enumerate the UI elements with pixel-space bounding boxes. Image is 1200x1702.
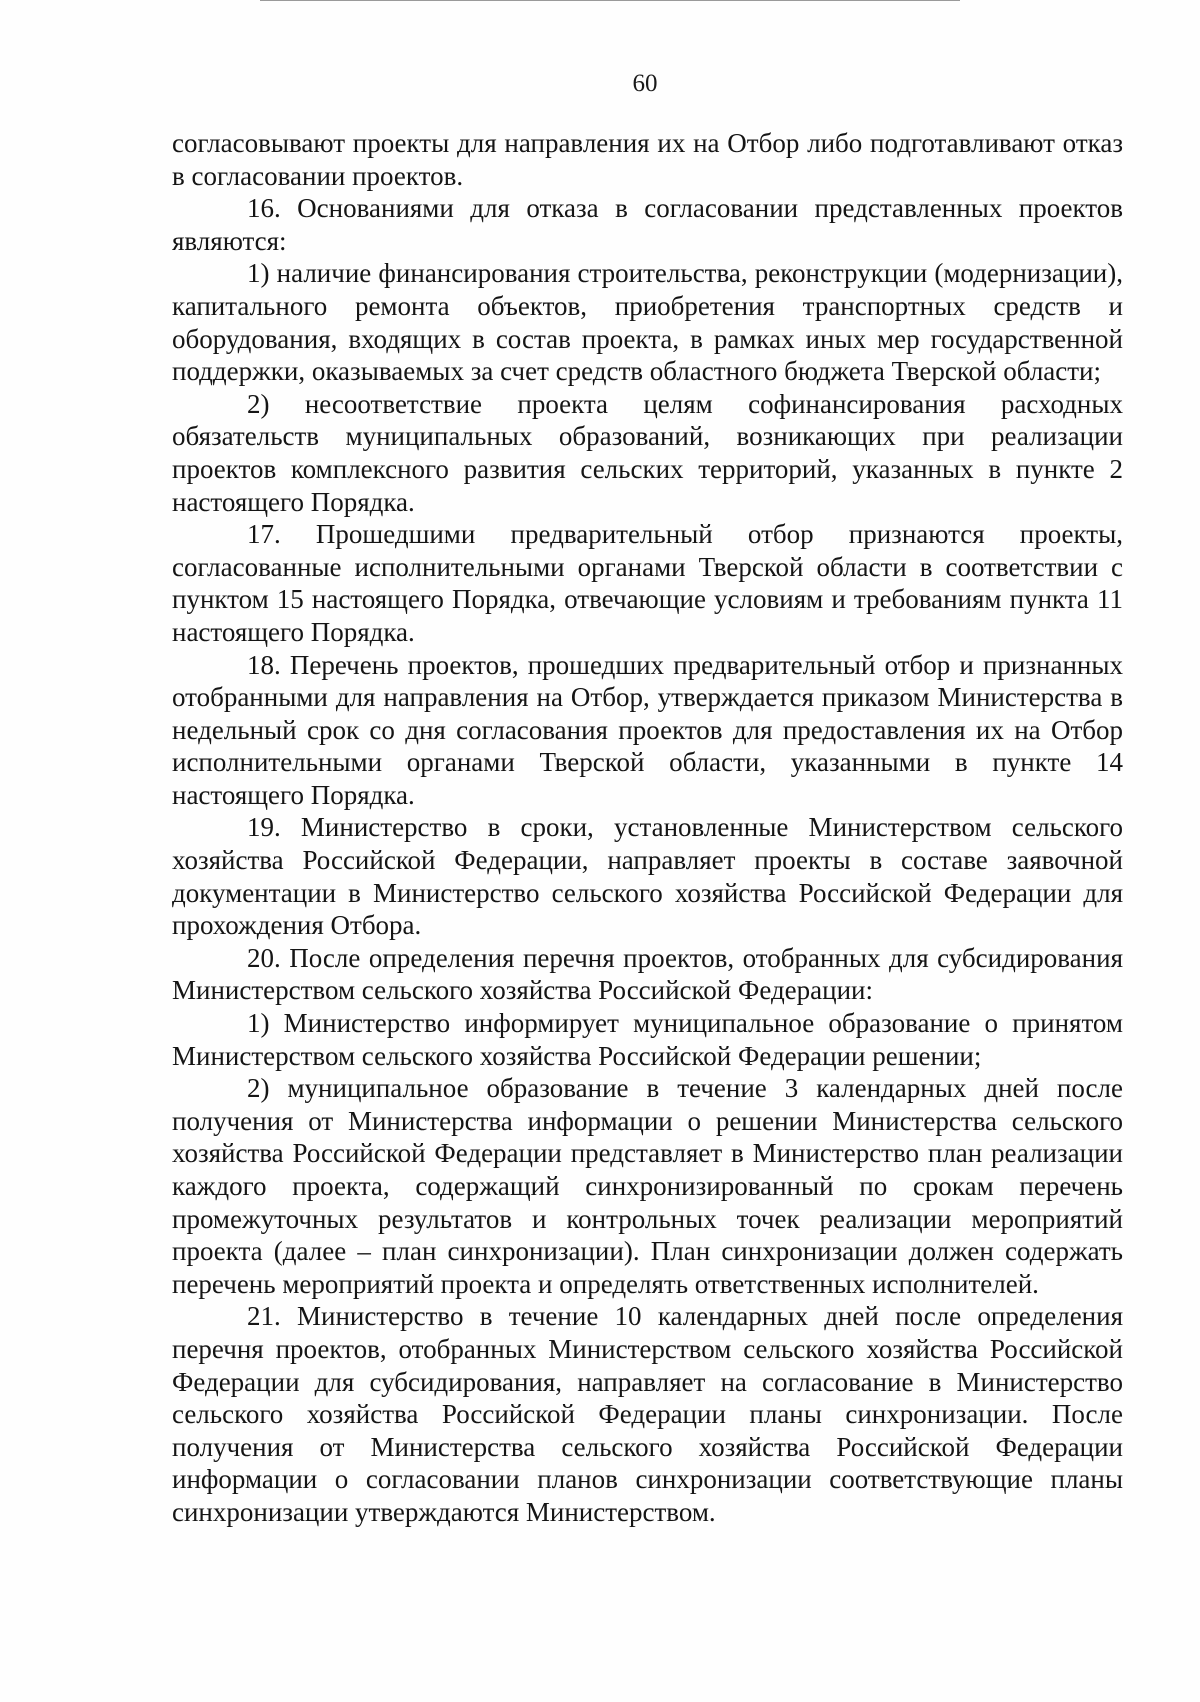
paragraph-18: 18. Перечень проектов, прошедших предварительный отбор и признанных отобранными для направления на Отбор, утверждается приказом Министерства в недельный срок со дня согласования проектов для предоставления их на Отбор исполнительными органами Тверской области, указанными в пункте 14 настоящего Порядка. <box>172 649 1123 810</box>
paragraph-19: 19. Министерство в сроки, установленные Министерством сельского хозяйства Российской Федерации, направляет проекты в составе заявочной документации в Министерство сельского хозяйства Российской Федерации для прохождения Отбора. <box>172 812 1123 941</box>
scan-top-edge-line <box>260 0 960 1</box>
document-body <box>172 127 1123 1529</box>
paragraph-16-item-2: 2) несоответствие проекта целям софинансирования расходных обязательств муниципальных образований, возникающих при реализации проектов комплексного развития сельских территорий, указанных в пункте 2 настоящего Порядка. <box>172 388 1123 517</box>
paragraph-17: 17. Прошедшими предварительный отбор признаются проекты, согласованные исполнительными органами Тверской области в соответствии с пунктом 15 настоящего Порядка, отвечающие условиям и требованиям пункта 11 настоящего Порядка. <box>172 519 1123 647</box>
paragraph-16: 16. Основаниями для отказа в согласовании представленных проектов являются: <box>172 193 1123 256</box>
paragraph-20: 20. После определения перечня проектов, отобранных для субсидирования Министерством сельского хозяйства Российской Федерации: <box>172 942 1123 1006</box>
paragraph-21: 21. Министерство в течение 10 календарных дней после определения перечня проектов, отобранных Министерством сельского хозяйства Российской Федерации для субсидирования, направляет на согласование в Министерство сельского хозяйства Российской Федерации планы синхронизации. После получения от Министерства сельского хозяйства Российской Федерации информации о согласовании планов синхронизации соответствующие планы синхронизации утверждаются Министерством. <box>172 1301 1123 1527</box>
paragraph-continuation: согласовывают проекты для направления их на Отбор либо подготавливают отказ в согласовании проектов. <box>172 128 1123 191</box>
page-number: 60 <box>632 70 658 97</box>
paragraph-20-item-2: 2) муниципальное образование в течение 3 календарных дней после получения от Министерства информации о решении Министерства сельского хозяйства Российской Федерации представляет в Министерство план реализации каждого проекта, содержащий синхронизированный по срокам перечень промежуточных результатов и контрольных точек реализации мероприятий проекта (далее – план синхронизации). План синхронизации должен содержать перечень мероприятий проекта и определять ответственных исполнителей. <box>172 1073 1123 1299</box>
paragraph-16-item-1: 1) наличие финансирования строительства, реконструкции (модернизации), капитального ремонта объектов, приобретения транспортных средств и оборудования, входящих в состав проекта, в рамках иных мер государственной поддержки, оказываемых за счет средств областного бюджета Тверской области; <box>172 258 1123 387</box>
paragraph-20-item-1: 1) Министерство информирует муниципальное образование о принятом Министерством сельского хозяйства Российской Федерации решении; <box>172 1008 1123 1071</box>
